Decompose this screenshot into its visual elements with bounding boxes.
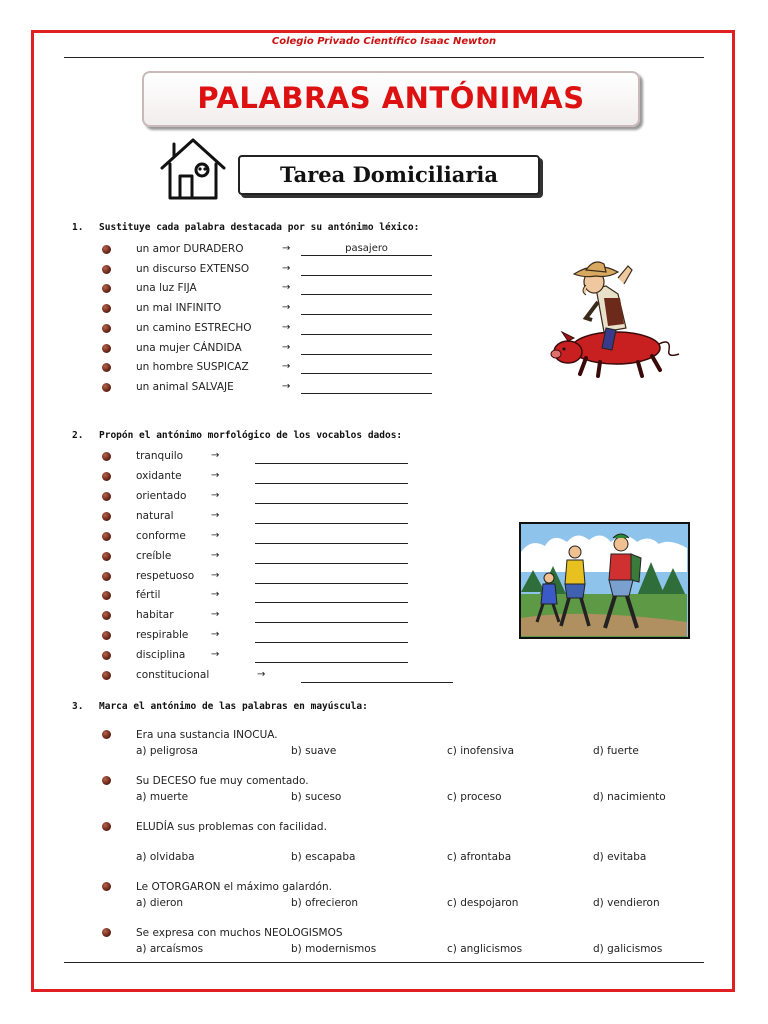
answer-line[interactable] bbox=[255, 662, 408, 663]
answer-line[interactable] bbox=[301, 682, 453, 683]
answer-option[interactable]: d) evitaba bbox=[593, 851, 647, 863]
bullet-icon bbox=[102, 631, 111, 640]
answer-line[interactable] bbox=[301, 255, 432, 256]
bullet-icon bbox=[102, 651, 111, 660]
bullet-icon bbox=[102, 591, 111, 600]
house-icon bbox=[158, 134, 228, 202]
arrow-icon: → bbox=[211, 589, 220, 600]
arrow-icon: → bbox=[211, 490, 220, 501]
word-item: un mal INFINITO bbox=[136, 302, 222, 314]
bullet-icon bbox=[102, 265, 111, 274]
word-item: orientado bbox=[136, 490, 187, 502]
word-item: oxidante bbox=[136, 470, 182, 482]
arrow-icon: → bbox=[282, 263, 291, 274]
bullet-icon bbox=[102, 822, 111, 831]
answer-option[interactable]: a) dieron bbox=[136, 897, 184, 909]
answer-line[interactable] bbox=[255, 503, 408, 504]
answer-line[interactable] bbox=[255, 602, 408, 603]
section-instruction: Propón el antónimo morfológico de los vocablos dados: bbox=[99, 430, 403, 441]
school-name: Colegio Privado Científico Isaac Newton bbox=[271, 36, 497, 47]
cowboy-pig-clipart bbox=[546, 258, 682, 378]
answer-option[interactable]: d) nacimiento bbox=[593, 791, 666, 803]
bullet-icon bbox=[102, 472, 111, 481]
word-item: un discurso EXTENSO bbox=[136, 263, 250, 275]
header-rule bbox=[64, 57, 704, 58]
answer-option[interactable]: c) anglicismos bbox=[447, 943, 523, 955]
bullet-icon bbox=[102, 730, 111, 739]
bullet-icon bbox=[102, 304, 111, 313]
bullet-icon bbox=[102, 452, 111, 461]
answer-option[interactable]: b) suceso bbox=[291, 791, 342, 803]
word-item: respirable bbox=[136, 629, 189, 641]
answer-option[interactable]: b) modernismos bbox=[291, 943, 377, 955]
answer-line[interactable] bbox=[255, 642, 408, 643]
answer-line[interactable] bbox=[255, 543, 408, 544]
answer-option[interactable]: a) peligrosa bbox=[136, 745, 198, 757]
bullet-icon bbox=[102, 344, 111, 353]
word-item: conforme bbox=[136, 530, 186, 542]
answer-option[interactable]: a) muerte bbox=[136, 791, 189, 803]
bullet-icon bbox=[102, 882, 111, 891]
bullet-icon bbox=[102, 383, 111, 392]
bullet-icon bbox=[102, 245, 111, 254]
word-item: una luz FIJA bbox=[136, 282, 197, 294]
section-number: 3. bbox=[72, 701, 84, 712]
answer-line[interactable] bbox=[255, 523, 408, 524]
bullet-icon bbox=[102, 492, 111, 501]
question-text: Se expresa con muchos NEOLOGISMOS bbox=[136, 927, 343, 939]
answer-option[interactable]: a) olvidaba bbox=[136, 851, 195, 863]
answer-line[interactable] bbox=[301, 393, 432, 394]
bullet-icon bbox=[102, 284, 111, 293]
word-item: constitucional bbox=[136, 669, 210, 681]
answer-line[interactable] bbox=[255, 583, 408, 584]
word-item: respetuoso bbox=[136, 570, 195, 582]
answer-line[interactable] bbox=[301, 373, 432, 374]
arrow-icon: → bbox=[211, 550, 220, 561]
section-instruction: Marca el antónimo de las palabras en mayúscula: bbox=[99, 701, 368, 712]
arrow-icon: → bbox=[282, 361, 291, 372]
arrow-icon: → bbox=[257, 669, 266, 680]
bullet-icon bbox=[102, 572, 111, 581]
question-text: Su DECESO fue muy comentado. bbox=[136, 775, 309, 787]
bullet-icon bbox=[102, 324, 111, 333]
word-item: habitar bbox=[136, 609, 174, 621]
arrow-icon: → bbox=[282, 282, 291, 293]
bullet-icon bbox=[102, 532, 111, 541]
section-instruction: Sustituye cada palabra destacada por su antónimo léxico: bbox=[99, 222, 420, 233]
subtitle-box bbox=[238, 155, 540, 195]
word-item: tranquilo bbox=[136, 450, 184, 462]
arrow-icon: → bbox=[282, 243, 291, 254]
arrow-icon: → bbox=[282, 381, 291, 392]
word-item: un animal SALVAJE bbox=[136, 381, 234, 393]
answer-option[interactable]: d) vendieron bbox=[593, 897, 660, 909]
answer-line[interactable] bbox=[301, 275, 432, 276]
subtitle: Tarea Domiciliaria bbox=[280, 162, 498, 187]
answer-line[interactable] bbox=[301, 354, 432, 355]
answer-line[interactable] bbox=[301, 314, 432, 315]
arrow-icon: → bbox=[211, 649, 220, 660]
word-item: disciplina bbox=[136, 649, 186, 661]
answer-line[interactable] bbox=[255, 563, 408, 564]
answer-option[interactable]: c) afrontaba bbox=[447, 851, 512, 863]
section-number: 1. bbox=[72, 222, 84, 233]
arrow-icon: → bbox=[211, 570, 220, 581]
bullet-icon bbox=[102, 363, 111, 372]
arrow-icon: → bbox=[211, 470, 220, 481]
bullet-icon bbox=[102, 552, 111, 561]
answer-option[interactable]: c) proceso bbox=[447, 791, 502, 803]
answer-text: pasajero bbox=[345, 243, 388, 254]
answer-line[interactable] bbox=[255, 463, 408, 464]
answer-option[interactable]: b) escapaba bbox=[291, 851, 356, 863]
arrow-icon: → bbox=[211, 629, 220, 640]
bullet-icon bbox=[102, 928, 111, 937]
answer-line[interactable] bbox=[255, 483, 408, 484]
word-item: natural bbox=[136, 510, 174, 522]
answer-line[interactable] bbox=[301, 294, 432, 295]
bullet-icon bbox=[102, 512, 111, 521]
arrow-icon: → bbox=[282, 302, 291, 313]
word-item: fértil bbox=[136, 589, 161, 601]
word-item: un hombre SUSPICAZ bbox=[136, 361, 249, 373]
footer-rule bbox=[64, 962, 704, 963]
question-text: Le OTORGARON el máximo galardón. bbox=[136, 881, 332, 893]
arrow-icon: → bbox=[211, 530, 220, 541]
arrow-icon: → bbox=[282, 322, 291, 333]
word-item: creíble bbox=[136, 550, 172, 562]
answer-line[interactable] bbox=[301, 334, 432, 335]
answer-option[interactable]: d) galicismos bbox=[593, 943, 663, 955]
question-text: ELUDÍA sus problemas con facilidad. bbox=[136, 821, 327, 833]
question-text: Era una sustancia INOCUA. bbox=[136, 729, 278, 741]
hikers-clipart bbox=[519, 522, 690, 639]
answer-option[interactable]: c) despojaron bbox=[447, 897, 519, 909]
title-banner bbox=[142, 71, 640, 127]
answer-option[interactable]: a) arcaísmos bbox=[136, 943, 204, 955]
arrow-icon: → bbox=[282, 342, 291, 353]
arrow-icon: → bbox=[211, 609, 220, 620]
answer-line[interactable] bbox=[255, 622, 408, 623]
word-item: un camino ESTRECHO bbox=[136, 322, 252, 334]
answer-option[interactable]: d) fuerte bbox=[593, 745, 639, 757]
arrow-icon: → bbox=[211, 510, 220, 521]
answer-option[interactable]: c) inofensiva bbox=[447, 745, 515, 757]
answer-option[interactable]: b) ofrecieron bbox=[291, 897, 359, 909]
bullet-icon bbox=[102, 776, 111, 785]
section-number: 2. bbox=[72, 430, 84, 441]
bullet-icon bbox=[102, 671, 111, 680]
word-item: un amor DURADERO bbox=[136, 243, 244, 255]
arrow-icon: → bbox=[211, 450, 220, 461]
answer-option[interactable]: b) suave bbox=[291, 745, 337, 757]
bullet-icon bbox=[102, 611, 111, 620]
page-title: PALABRAS ANTÓNIMAS bbox=[197, 81, 585, 115]
word-item: una mujer CÁNDIDA bbox=[136, 342, 242, 354]
